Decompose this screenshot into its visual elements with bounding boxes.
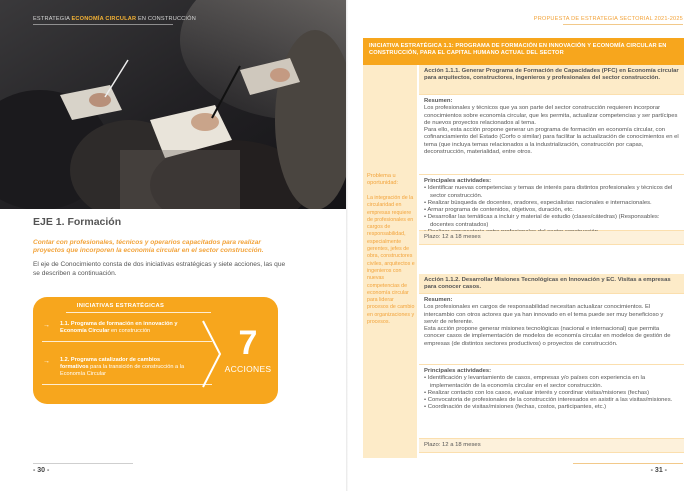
problem-title: Problema u oportunidad: <box>367 173 399 186</box>
actions-count-label: ACCIONES <box>224 364 272 374</box>
folio-rule <box>33 463 133 464</box>
list-item: • Convocatoria de profesionales de la construcción interesados en asistir a las visitas/misiones. <box>424 397 679 404</box>
table-title: INICIATIVA ESTRATÉGICA 1.1: PROGRAMA DE FORMACIÓN EN INNOVACIÓN Y ECONOMÍA CIRCULAR EN CONSTRUCCIÓN, PARA EL CAPITAL HUMANO ACTUAL DEL SECTOR <box>363 38 684 65</box>
actions-count: 7 <box>238 324 258 362</box>
summary-text-2: Esta acción propone generar misiones tecnológicas (nacional e internacional) que permita conocer casos de implementación de modelos de economía circular en modelos de gestión de empresas (de distintos sectores productivos) o proyectos de construcción. <box>424 326 671 347</box>
section-title: EJE 1. Formación <box>33 216 122 228</box>
action-2-summary <box>419 294 684 365</box>
action-1-term: Plazo: 12 a 18 meses <box>419 231 684 245</box>
list-item: • Coordinación de visitas/misiones (fechas, costos, participantes, etc.) <box>424 404 679 411</box>
running-head: PROPUESTA DE ESTRATEGIA SECTORIAL 2021-2025 <box>533 16 683 22</box>
page-number-left: - 30 - <box>33 467 50 474</box>
panel-title: INICIATIVAS ESTRATÉGICAS <box>76 303 165 309</box>
summary-label: Resumen: <box>424 98 453 104</box>
summary-text-2: Para ello, esta acción propone generar un programa de formación en economía circular, con cofinanciamiento del Estado (Corfo o similar) para facilitar la actualización de conocimientos en el tema (que incluya temas relacionados a la industrialización, construcción por capas, deconstrucción, materialidad, entre otros. <box>424 127 679 156</box>
initiatives-panel <box>33 297 278 404</box>
panel-title-rule <box>66 312 211 313</box>
action-1-summary <box>419 95 684 175</box>
activities-list <box>424 185 679 236</box>
page-number-right: - 31 - <box>650 467 667 474</box>
left-page <box>0 0 347 491</box>
problem-text: La integración de la circularidad en empresas requiere de profesionales en cargos de responsabilidad, especialmente gerentes, jefes de obra, constructores civiles, arquitectos e ingenieros con nuevas competencias de economía circular para liderar procesos de cambio en organizaciones y procesos. <box>367 195 415 326</box>
initiative-divider <box>42 341 212 342</box>
summary-label: Resumen: <box>424 297 453 303</box>
activities-label: Principales actividades: <box>424 178 492 184</box>
lead-paragraph: Contar con profesionales, técnicos y operarios capacitados para realizar proyectos que incorporen la economía circular en el sector construcción. <box>33 239 264 254</box>
arrow-right-icon: → <box>43 358 50 365</box>
folio-rule <box>573 463 683 464</box>
body-paragraph: El eje de Conocimiento consta de dos iniciativas estratégicas y siete acciones, las que se describen a continuación. <box>33 261 286 277</box>
header-photo <box>0 0 347 209</box>
running-head-rule <box>563 24 683 25</box>
initiative-divider <box>42 384 212 385</box>
list-item: • Realizar búsqueda de docentes, oradores, especialistas nacionales e internacionales. <box>424 200 679 207</box>
running-head: ESTRATEGIA ECONOMÍA CIRCULAR EN CONSTRUCCIÓN <box>33 16 196 22</box>
list-item: • Desarrollar las temáticas a incluir y material de estudio (clases/cátedras) (Responsables: docentes contratados) <box>424 214 679 229</box>
list-item: • Identificar nuevas competencias y temas de interés para distintos profesionales y técnicos del sector construcción. <box>424 185 679 200</box>
initiative-item-2: 1.2. Programa catalizador de cambios formativos para la transición de construcción a la Economía Circular <box>60 357 185 377</box>
summary-text: Los profesionales y técnicos que ya son parte del sector construcción requieren incorporar conocimientos sobre economía circular, que les permita, actualizar competencias y ser partícipes de nuevos proyectos relacionados al tema. <box>424 105 678 126</box>
action-1-activities <box>419 175 684 231</box>
list-item: • Identificación y levantamiento de casos, empresas y/o países con experiencia en la implementación de la economía circular en el sector construcción. <box>424 375 679 390</box>
problem-column <box>363 65 418 458</box>
action-2-title: Acción 1.1.2. Desarrollar Misiones Tecnológicas en Innovación y EC. Visitas a empresas para conocer casos. <box>419 274 684 294</box>
chevron-right-icon <box>201 319 223 389</box>
list-item: • Armar programa de contenidos, objetivos, duración, etc. <box>424 207 679 214</box>
right-page <box>348 0 695 491</box>
running-head-rule <box>33 24 173 25</box>
activities-list <box>424 375 679 411</box>
initiative-item-1: 1.1. Programa de formación en innovación y Economía Circular en construcción <box>60 321 178 334</box>
activities-label: Principales actividades: <box>424 368 492 374</box>
summary-text: Los profesionales en cargos de responsabilidad necesitan actualizar conocimientos. El intercambio con otros actores que ya han innovado en el tema puede ser muy beneficioso y servir de referente. <box>424 304 664 325</box>
list-item: • Realizar contacto con los casos, evaluar interés y coordinar visitas/misiones (fechas) <box>424 390 679 397</box>
action-2-activities <box>419 365 684 439</box>
action-1-title: Acción 1.1.1. Generar Programa de Formación de Capacidades (PFC) en Economía circular para arquitectos, constructores, ingenieros y profesionales del sector construcción. <box>419 65 684 95</box>
audience-photo-illustration <box>0 0 347 209</box>
action-2-term: Plazo: 12 a 18 meses <box>419 439 684 453</box>
arrow-right-icon: → <box>43 322 50 329</box>
